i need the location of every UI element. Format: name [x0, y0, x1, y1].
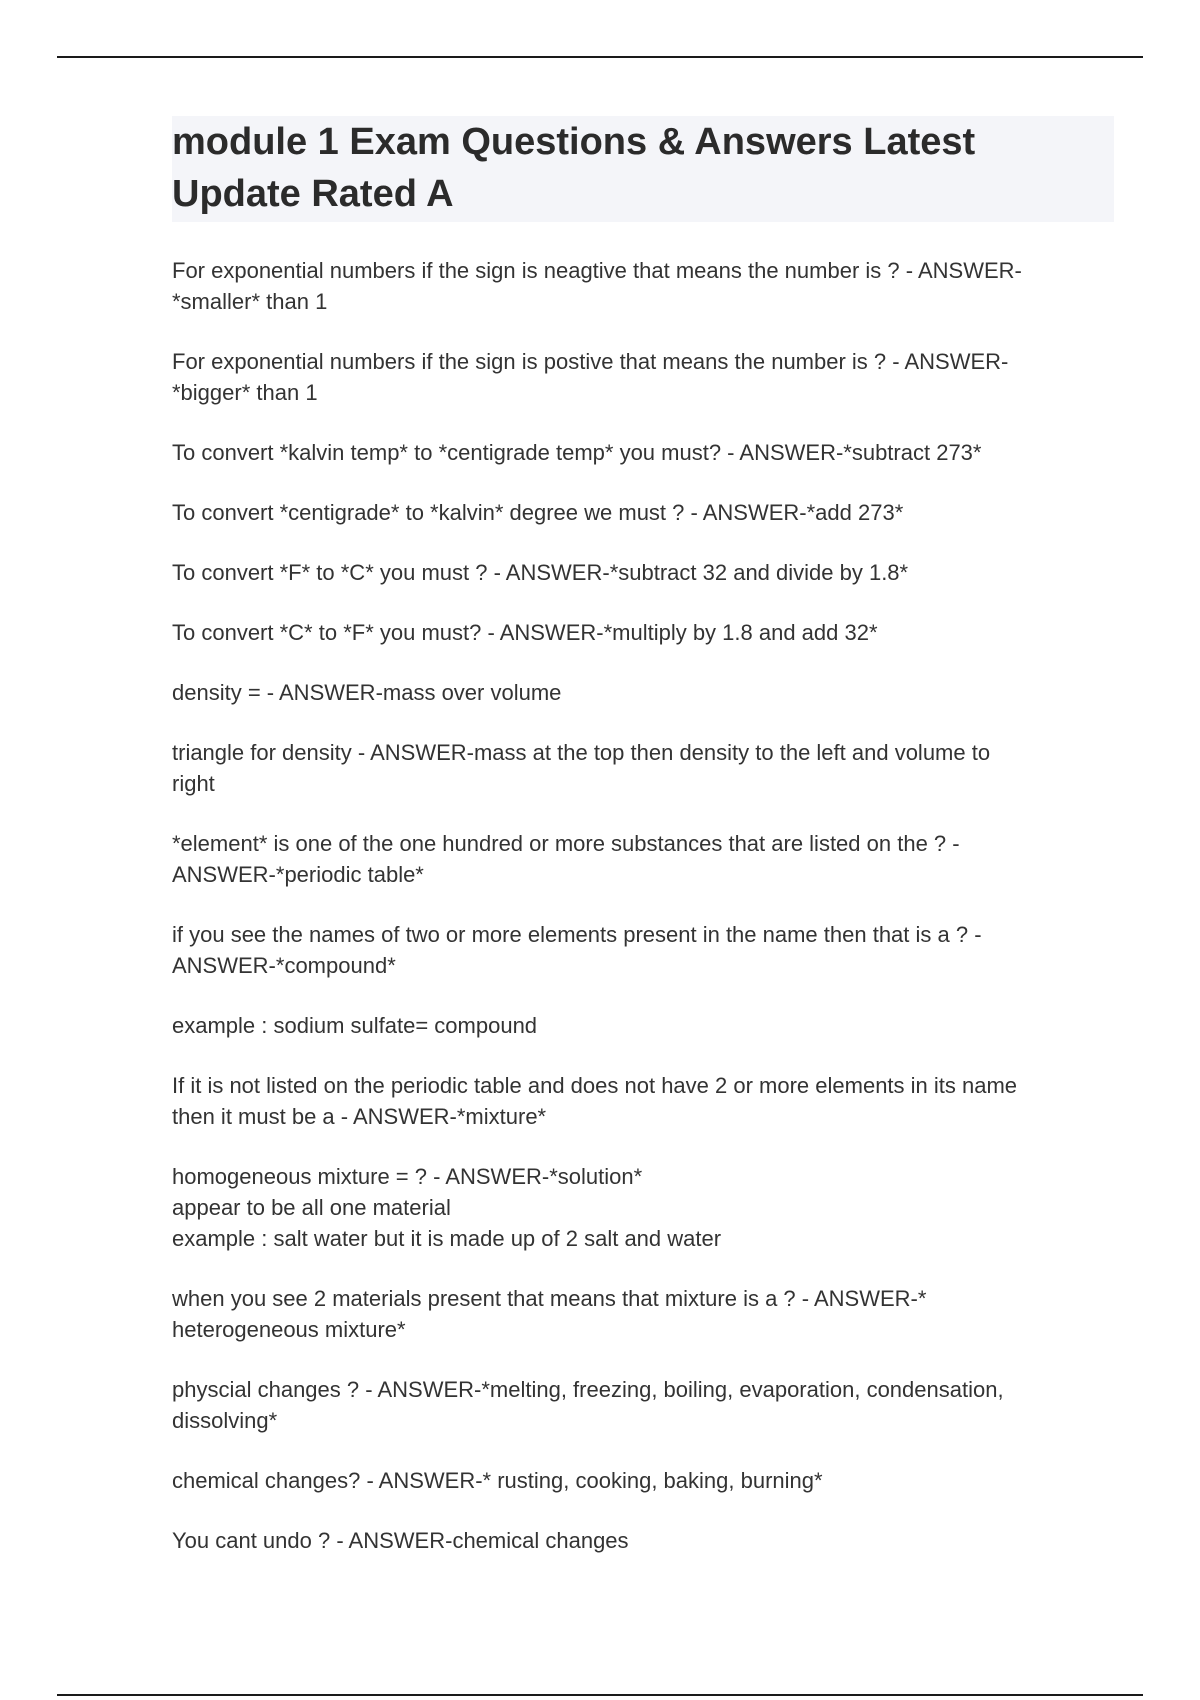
top-rule — [57, 56, 1143, 58]
qa-text-line: *smaller* than 1 — [172, 289, 328, 314]
qa-item — [172, 677, 1114, 708]
qa-text-line: physcial changes ? - ANSWER-*melting, freezing, boiling, evaporation, condensation, — [172, 1377, 1004, 1402]
title-banner — [172, 116, 1114, 222]
qa-item — [172, 1010, 1114, 1041]
qa-text-line: appear to be all one material — [172, 1195, 451, 1220]
qa-text-line: *bigger* than 1 — [172, 380, 318, 405]
qa-item — [172, 1161, 1114, 1254]
qa-text-line: *element* is one of the one hundred or more substances that are listed on the ? - — [172, 831, 960, 856]
qa-text-line: For exponential numbers if the sign is postive that means the number is ? - ANSWER- — [172, 349, 1009, 374]
qa-text-line: chemical changes? - ANSWER-* rusting, cooking, baking, burning* — [172, 1468, 823, 1493]
qa-text-line: To convert *centigrade* to *kalvin* degree we must ? - ANSWER-*add 273* — [172, 500, 904, 525]
qa-text-line: example : salt water but it is made up of 2 salt and water — [172, 1226, 722, 1251]
qa-text-line: You cant undo ? - ANSWER-chemical changes — [172, 1528, 629, 1553]
qa-item — [172, 1465, 1114, 1496]
document-title: module 1 Exam Questions & Answers Latest Update Rated A — [172, 121, 976, 215]
document-body — [172, 116, 1114, 1585]
qa-text-line: example : sodium sulfate= compound — [172, 1013, 538, 1038]
qa-item — [172, 828, 1114, 890]
qa-item — [172, 1525, 1114, 1556]
qa-text-line: If it is not listed on the periodic table and does not have 2 or more elements in its name — [172, 1073, 1018, 1098]
qa-item — [172, 737, 1114, 799]
qa-text-line: dissolving* — [172, 1408, 278, 1433]
qa-item — [172, 919, 1114, 981]
qa-text-line: when you see 2 materials present that means that mixture is a ? - ANSWER-* — [172, 1286, 927, 1311]
qa-text-line: right — [172, 771, 215, 796]
qa-text-line: if you see the names of two or more elements present in the name then that is a ? - — [172, 922, 982, 947]
qa-item — [172, 1283, 1114, 1345]
qa-item — [172, 617, 1114, 648]
qa-text-line: homogeneous mixture = ? - ANSWER-*solution* — [172, 1164, 643, 1189]
qa-text-line: To convert *C* to *F* you must? - ANSWER-*multiply by 1.8 and add 32* — [172, 620, 878, 645]
qa-item — [172, 1374, 1114, 1436]
qa-item — [172, 497, 1114, 528]
qa-text-line: ANSWER-*compound* — [172, 953, 396, 978]
qa-item — [172, 346, 1114, 408]
qa-text-line: ANSWER-*periodic table* — [172, 862, 424, 887]
qa-text-line: heterogeneous mixture* — [172, 1317, 406, 1342]
qa-text-line: To convert *kalvin temp* to *centigrade temp* you must? - ANSWER-*subtract 273* — [172, 440, 982, 465]
qa-text-line: To convert *F* to *C* you must ? - ANSWER-*subtract 32 and divide by 1.8* — [172, 560, 909, 585]
qa-text-line: then it must be a - ANSWER-*mixture* — [172, 1104, 547, 1129]
qa-text-line: For exponential numbers if the sign is neagtive that means the number is ? - ANSWER- — [172, 258, 1022, 283]
qa-text-line: density = - ANSWER-mass over volume — [172, 680, 562, 705]
qa-item — [172, 437, 1114, 468]
qa-text-line: triangle for density - ANSWER-mass at the top then density to the left and volume to — [172, 740, 991, 765]
bottom-rule — [57, 1694, 1143, 1696]
qa-item — [172, 255, 1114, 317]
qa-item — [172, 1070, 1114, 1132]
qa-list — [172, 255, 1114, 1556]
qa-item — [172, 557, 1114, 588]
